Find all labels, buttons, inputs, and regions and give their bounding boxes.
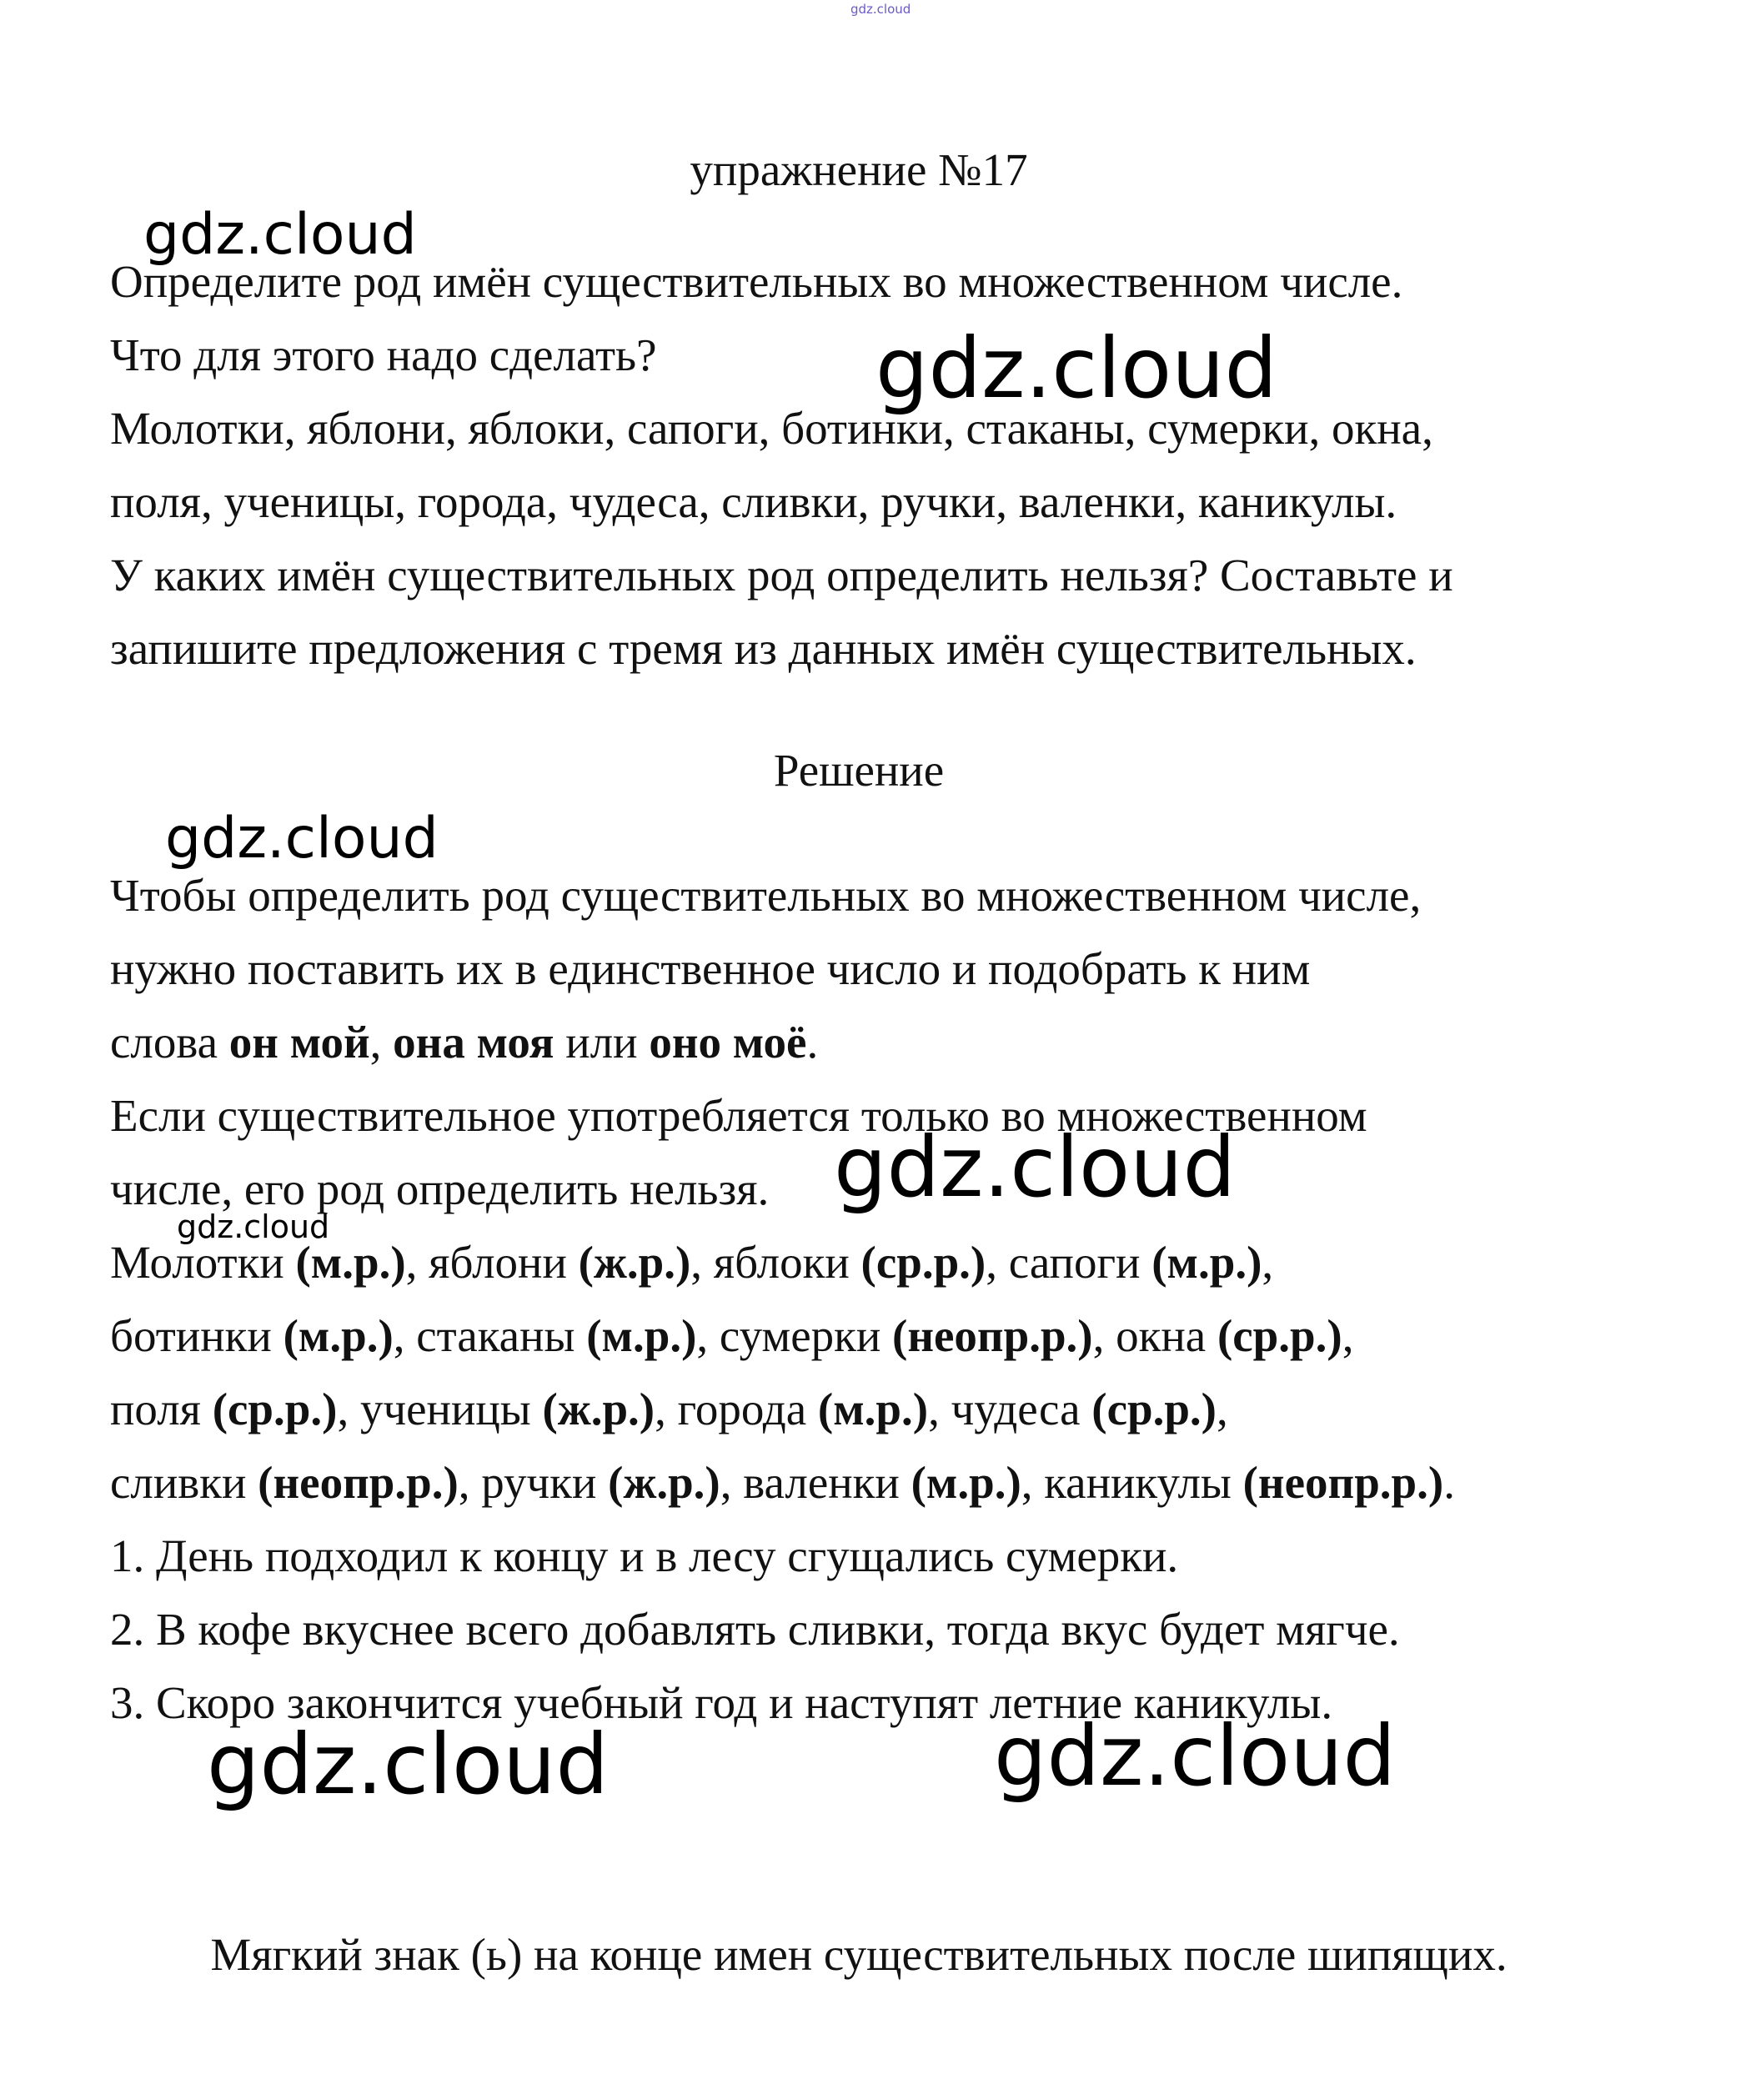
exercise-title: упражнение №17 [690,144,1028,195]
noun-word: Молотки [110,1237,296,1288]
separator: , [690,1237,714,1288]
next-section-title: Мягкий знак (ь) на конце имен существительных после шипящих. [210,1929,1508,1980]
solution-line-5: числе, его род определить нельзя. [110,1163,770,1214]
solution-line-4: Если существительное употребляется только во множественном [110,1090,1367,1141]
solution-line-1: Чтобы определить род существительных во множественном числе, [110,870,1422,921]
solution-heading: Решение [773,745,945,796]
noun-gender: (неопр.р.) [258,1457,459,1508]
separator: , [1021,1457,1045,1508]
noun-word: поля [110,1384,213,1434]
separator: или [554,1017,650,1068]
noun-gender: (м.р.) [586,1310,697,1361]
pronoun-neuter: оно моё [649,1017,807,1068]
noun-gender: (м.р.) [295,1237,406,1288]
separator: , [393,1310,417,1361]
separator: , [1217,1384,1228,1434]
noun-word: валенки [743,1457,911,1508]
separator: , [405,1237,429,1288]
separator: , [369,1017,394,1068]
separator: , [986,1237,1009,1288]
noun-word: каникулы [1044,1457,1243,1508]
noun-gender: (м.р.) [911,1457,1021,1508]
noun-word: чудеса [951,1384,1092,1434]
noun-gender: (м.р.) [283,1310,394,1361]
task-line-4: поля, ученицы, города, чудеса, сливки, ручки, валенки, каникулы. [110,476,1397,527]
task-line-6: запишите предложения с тремя из данных имён существительных. [110,623,1417,674]
separator: , [928,1384,951,1434]
watermark: gdz.cloud [177,1208,330,1245]
noun-gender: (ср.р.) [212,1384,338,1434]
watermark: gdz.cloud [834,1118,1237,1216]
noun-word: сапоги [1008,1237,1152,1288]
separator: , [655,1384,678,1434]
task-line-3: Молотки, яблони, яблоки, сапоги, ботинки, стаканы, сумерки, окна, [110,403,1433,454]
noun-word: ученицы [359,1384,543,1434]
separator: , [1342,1310,1354,1361]
nouns-line-3 [110,1383,1228,1436]
noun-word: стаканы [416,1310,587,1361]
noun-gender: (ж.р.) [608,1457,720,1508]
noun-word: ручки [481,1457,609,1508]
task-line-2: Что для этого надо сделать? [110,329,657,380]
noun-word: ботинки [110,1310,283,1361]
separator: , [696,1310,720,1361]
noun-word: окна [1116,1310,1217,1361]
separator: , [337,1384,360,1434]
noun-gender: (ж.р.) [578,1237,691,1288]
noun-word: яблони [429,1237,579,1288]
noun-word: яблоки [713,1237,861,1288]
separator: , [458,1457,482,1508]
separator: . [806,1017,819,1068]
nouns-line-4 [110,1456,1455,1510]
pronoun-feminine: она моя [393,1017,554,1068]
noun-word: сливки [110,1457,258,1508]
separator: , [1092,1310,1116,1361]
noun-gender: (м.р.) [1151,1237,1262,1288]
solution-line-3-prefix: слова [110,1017,229,1068]
sentence-2: 2. В кофе вкуснее всего добавлять сливки, тогда вкус будет мягче. [110,1604,1400,1655]
noun-gender: (ср.р.) [860,1237,986,1288]
noun-gender: (м.р.) [817,1384,929,1434]
noun-word: сумерки [719,1310,893,1361]
separator: . [1443,1457,1455,1508]
solution-line-3 [110,1016,818,1069]
separator: , [1262,1237,1274,1288]
noun-word: города [677,1384,818,1434]
watermark: gdz.cloud [994,1707,1397,1805]
task-line-1: Определите род имён существительных во множественном числе. [110,256,1403,307]
pronoun-masculine: он мой [228,1017,370,1068]
separator: , [720,1457,744,1508]
noun-gender: (неопр.р.) [892,1310,1093,1361]
sentence-3: 3. Скоро закончится учебный год и наступят летние каникулы. [110,1677,1333,1728]
solution-line-2: нужно поставить их в единственное число и подобрать к ним [110,943,1311,994]
noun-gender: (ср.р.) [1217,1310,1342,1361]
task-line-5: У каких имён существительных род определить нельзя? Составьте и [110,550,1453,600]
watermark: gdz.cloud [165,806,439,872]
sentence-1: 1. День подходил к концу и в лесу сгущались сумерки. [110,1530,1179,1581]
watermark: gdz.cloud [876,319,1278,417]
watermark: gdz.cloud [143,202,417,268]
noun-gender: (ср.р.) [1091,1384,1217,1434]
noun-gender: (неопр.р.) [1242,1457,1444,1508]
noun-gender: (ж.р.) [542,1384,655,1434]
top-watermark: gdz.cloud [850,2,911,17]
watermark: gdz.cloud [207,1716,610,1813]
nouns-line-2 [110,1309,1353,1363]
